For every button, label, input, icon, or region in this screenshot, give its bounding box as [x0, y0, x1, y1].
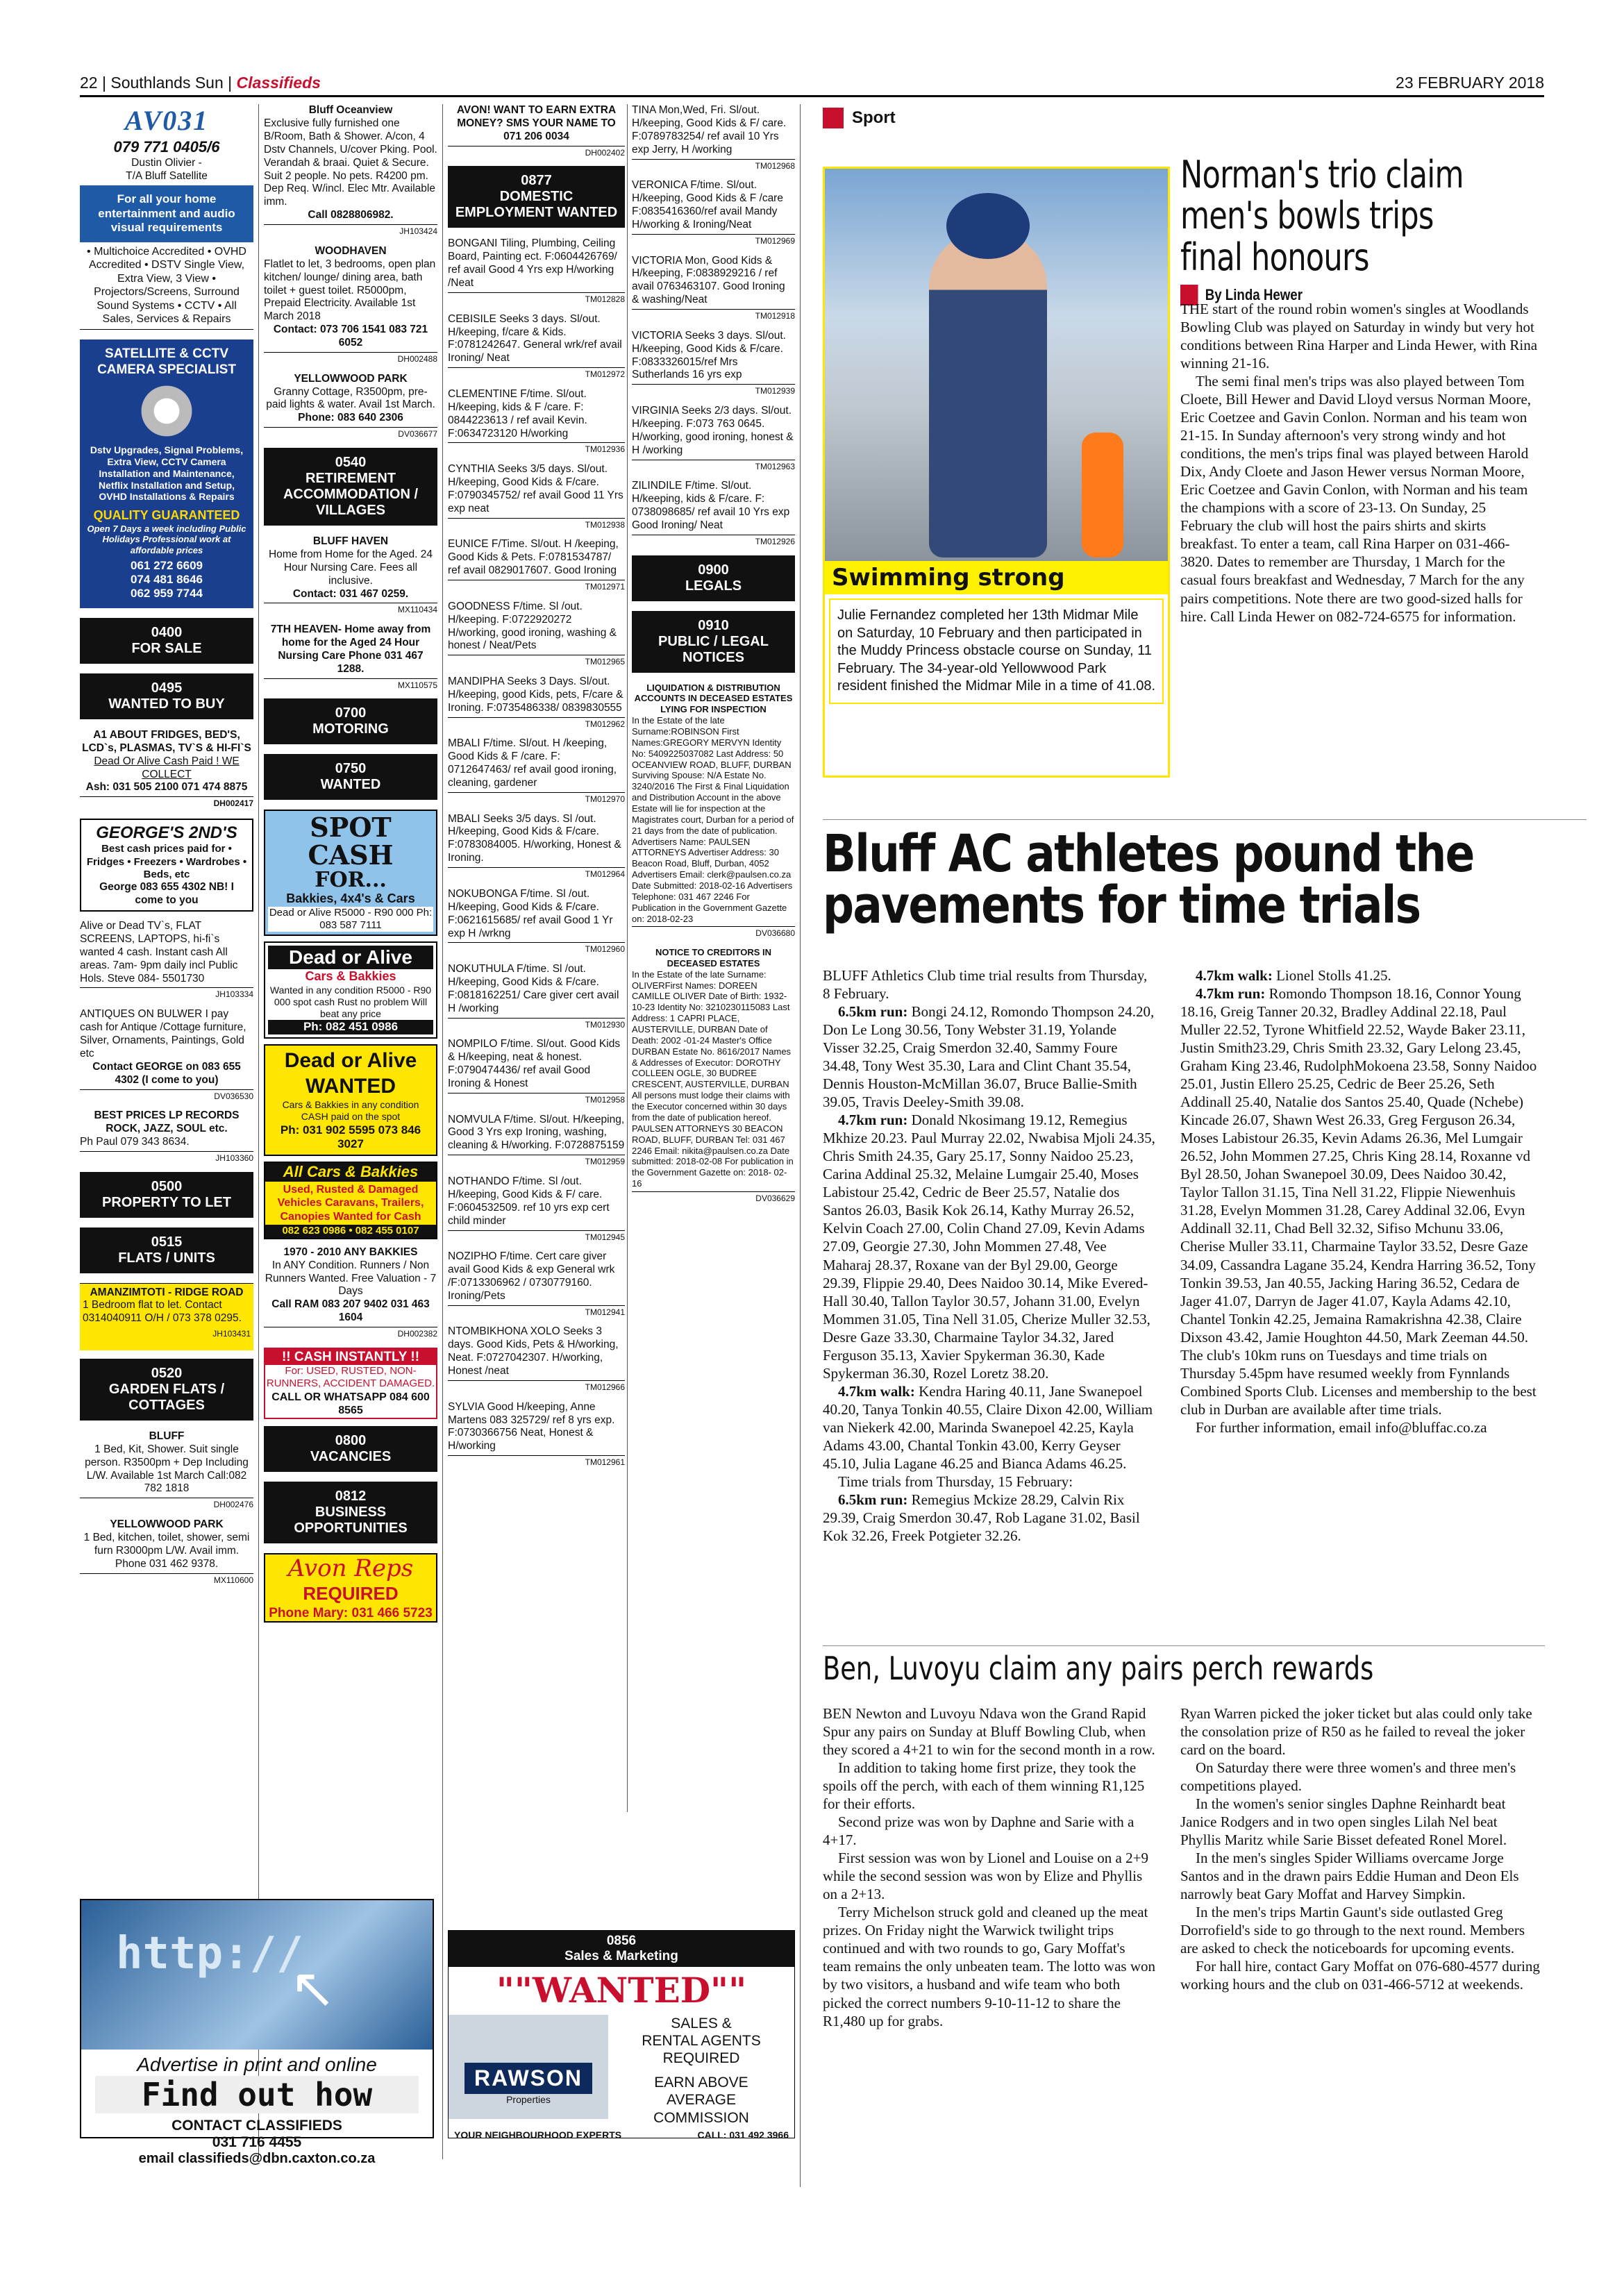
listing-item: [448, 313, 625, 380]
athletics-results: Romondo Thompson 18.16, Connor Young 18.16, Greig Tanner 20.32, Bradley Addinal 22.18, Paul Muller 22.52, Tyrone Whitfield 22.52, Wayde Baker 23.11, Justin Smith23.29, Chris Smith 23.32, Gary Lelong 23.45, Graham King 23.46, RudolphMokoena 23.58, Sonny Naidoo 25.01, Justin Ellero 25.25, Cedric de Beer 25.26, Seth Addinall 25.40, Natalie dos Santos 25.40, Quade (Nchebe) Kincade 26.07, Shawn West 26.33, Greg Ferguson 26.34, Moses Labistour 26.35, Kevin Adams 26.36, Mel Lumgair 26.52, John Mommen 27.25, Chris King 28.14, Roxanne vd Byl 28.50, Johan Swanepoel 30.09, Dees Naidoo 30.42, Taylor Tallon 31.15, Tina Nell 31.22, Flippie Niewenhuis 31.28, Evelyn Mommen 31.28, Carey Addinal 32.06, Evyn Addinall 32.11, Chad Bell 32.32, Sifiso Mchunu 33.06, Cherise Muller 33.11, Charmaine Taylor 33.52, Desre Gaze 34.09, Cassandra Lagane 35.24, Kendra Harring 36.52, Tony Tonkin 39.53, Jan 40.55, Jacking Haring 36.52, Cedara de Jager 41.07, Darryn de Jager 41.07, Kayla Adams 42.10, Chantel Tonkin 42.25, Jemaina Ramakrishna 42.38, Claire Dixson 43.42, Jamie Houghton 44.50, Mark Zeeman 44.50. The club's 10km runs on Tuesdays and time trials on Thursday 5.45pm have resumed weekly from Fynnlands Combined Sports Club. Licenses and membership to the best club in Durban are available after time trials.: [1180, 985, 1537, 1418]
listing-ref: TM012945: [448, 1230, 625, 1243]
doa1-phone: Ph: 082 451 0986: [268, 1020, 433, 1034]
athletics-label: 6.5km run:: [838, 1003, 908, 1021]
listing-item: [632, 179, 795, 246]
woodhaven-ad: [264, 245, 437, 364]
perch-col-1: [823, 1704, 1156, 2142]
classifieds-column-2: [264, 104, 437, 1895]
seventh-heaven-ad: [264, 623, 437, 690]
rawson-ad: [448, 1930, 795, 2138]
bowls-article: [1180, 154, 1569, 324]
doa2-title: Dead or Alive: [284, 1049, 417, 1073]
liq-title: LIQUIDATION & DISTRIBUTION ACCOUNTS IN DECEASED ESTATES LYING FOR INSPECTION: [634, 682, 793, 715]
athletics-label: 4.7km run:: [1196, 985, 1266, 1003]
george-body: Best cash prices paid for • Fridges • Freezers • Wardrobes • Beds, etc: [86, 843, 247, 880]
rawson-wanted: ""WANTED"": [496, 1969, 747, 2011]
cash-body: For: USED, RUSTED, NON-RUNNERS, ACCIDENT DAMAGED.: [266, 1364, 435, 1390]
avon-required: REQUIRED: [303, 1583, 399, 1604]
perch-paragraph: In the women's senior singles Daphne Reinhardt beat Janice Rodgers and in two open singles Lilah Nel beat Phyllis Maritz while Sarie Bisset defeated Ronel Morel.: [1180, 1795, 1507, 1849]
amanzi-body: 1 Bedroom flat to let. Contact 0314040911 O/H / 073 378 0295.: [83, 1299, 242, 1325]
heading-motoring-wanted: 0750 WANTED: [264, 754, 437, 800]
ywpark-title: YELLOWWOOD PARK: [294, 372, 408, 385]
rawson-logo: RAWSON: [464, 2063, 592, 2094]
yellowwood-ad: [80, 1518, 253, 1585]
listing-ref: TM012926: [632, 535, 795, 547]
listing-item: [448, 1325, 625, 1392]
avon-earn-body: AVON! WANT TO EARN EXTRA MONEY? SMS YOUR NAME TO 071 206 0034: [456, 104, 617, 142]
cred-body: In the Estate of the late Surname: OLIVERFirst Names: DOREEN CAMILLE OLIVER Date of Birth: 1932-10-23 Identity No: 3210230115083 Last Address: 1 CAPRI PLACE, AUSTERVILLE, DURBAN Date of Death: 2002 -01-24 Master's Office DURBAN Estate No. 8616/2017 Names & Addresses of Executor: DOROTHY COLLEEN OGLE, 30 BUDREE CRESCENT, AUSTERVILLE, DURBAN All persons must lodge their claims with the Executor concerned within 30 days from the date of publication hereof. PAULSEN ATTORNEYS 30 BEACON ROAD, BLUFF, DURBAN Tel: 031 467 2246 Email: nikita@paulsen.co.za Date submitted: 2018-02-08 For publication in the Government Gazette on: 2018- 02-16: [632, 969, 794, 1189]
photo-feature: [823, 167, 1170, 778]
heading-property-to-let: 0500 PROPERTY TO LET: [80, 1172, 253, 1218]
listing-ref: TM012958: [448, 1093, 625, 1105]
sport-label-text: Sport: [852, 108, 896, 127]
perch-paragraph: In addition to taking home first prize, they took the spoils off the perch, with each of them winning R1,125 for their efforts.: [823, 1759, 1145, 1813]
perch-head: [823, 1645, 1545, 1687]
oceanview-ad: [264, 104, 437, 237]
perch-paragraph: Ryan Warren picked the joker ticket but alas could only take the consolation prize of R50 as he failed to reveal the joker card on the board.: [1180, 1705, 1532, 1759]
cursor-icon: ↖: [290, 1957, 337, 2019]
column-divider: [442, 104, 443, 2159]
spot-title-3: FOR...: [315, 868, 387, 893]
avon-earn-ad: [448, 104, 625, 158]
athletics-head: [823, 819, 1587, 935]
listing-text: CYNTHIA Seeks 3/5 days. Sl/out. H/keeping, Good Kids & F/care. F:0790345752/ ref avail Good 11 Yrs exp neat: [448, 463, 623, 514]
listing-item: [448, 963, 625, 1030]
spot-title-1: SPOT: [310, 812, 392, 844]
heaven-ref: MX110575: [264, 678, 437, 691]
av-logo: AV031: [124, 105, 209, 136]
listing-item: [448, 1114, 625, 1167]
woodhaven-body: Flatlet to let, 3 bedrooms, open plan kitchen/ lounge/ dining area, bath toilet + guest toilet. R5000pm, Prepaid Electricity. Available 1st March 2018: [264, 258, 436, 323]
bluff-title: BLUFF: [149, 1430, 185, 1442]
rawson-logo-panel: [449, 2015, 608, 2119]
rawson-line-6: COMMISSION: [653, 2109, 749, 2126]
swimmer-figure: [929, 231, 1047, 558]
av-phone: 079 771 0405/6: [113, 137, 220, 156]
web-email: email classifieds@dbn.caxton.co.za: [138, 2151, 376, 2166]
web-tagline: Advertise in print and online: [137, 2054, 377, 2075]
listing-ref: TM012961: [448, 1455, 625, 1468]
web-find-out: Find out how: [95, 2076, 419, 2113]
photo-caption: Julie Fernandez completed her 13th Midmar Mile on Saturday, 10 February and then participated in the Muddy Princess obstacle course on Sunday, 11 February. The 34-year-old Yellowwood Park resident finished the Midmar Mile in a time of 41.08.: [829, 598, 1164, 704]
spot-subtitle: Bakkies, 4x4's & Cars: [286, 891, 415, 905]
alive-dead-ad: [80, 920, 253, 1000]
heading-motoring: 0700 MOTORING: [264, 698, 437, 744]
listing-item: [448, 676, 625, 729]
listing-text: NOTHANDO F/time. Sl /out. H/keeping, Good Kids & F/ care. F:0604532509. ref 10 yrs exp cert child minder: [448, 1175, 610, 1227]
oceanview-call: Call 0828806982.: [308, 209, 394, 221]
heading-flats-units: 0515 FLATS / UNITS: [80, 1227, 253, 1273]
listing-text: VICTORIA Seeks 3 days. Sl/out. H/keeping, Good Kids & F/care. F:0833326015/ref Mrs Sutherlands 16 yrs exp: [632, 329, 786, 381]
rawson-line-3: REQUIRED: [662, 2050, 740, 2067]
ywpark-body: Granny Cottage, R3500pm, pre-paid lights & water. Avail 1st March.: [266, 385, 435, 411]
listing-item: [448, 1175, 625, 1242]
av-satellite-ad: [80, 104, 253, 330]
spot-title-2: CASH: [308, 839, 394, 871]
antiques-ref: DV036530: [80, 1089, 253, 1102]
bluff-haven-ad: [264, 535, 437, 615]
page-header: [80, 69, 1544, 97]
avon-reps-ad: [264, 1553, 437, 1623]
athletics-intro: BLUFF Athletics Club time trial results from Thursday, 8 February.: [823, 967, 1148, 1003]
bestprices-title: BEST PRICES LP RECORDS ROCK, JAZZ, SOUL etc.: [94, 1109, 240, 1135]
allcars-title: All Cars & Bakkies: [265, 1163, 436, 1182]
listing-item: [632, 330, 795, 396]
listing-ref: TM012969: [632, 234, 795, 246]
any-body: In ANY Condition. Runners / Non Runners Wanted. Free Valuation - 7 Days: [265, 1259, 437, 1298]
george-title: GEORGE'S 2ND'S: [96, 823, 237, 842]
web-phone: 031 716 4455: [212, 2134, 302, 2150]
heading-vacancies: 0800 VACANCIES: [264, 1426, 437, 1472]
amanzi-title: AMANZIMTOTI - RIDGE ROAD: [90, 1286, 244, 1298]
issue-date: 23 FEBRUARY 2018: [1396, 74, 1544, 92]
classifieds-column-1: [80, 104, 253, 2159]
athletics-col-2: [1180, 966, 1541, 1633]
oceanview-ref: JH103424: [264, 224, 437, 237]
http-text-image: http://: [116, 1928, 303, 1979]
rawson-line-4: EARN ABOVE: [654, 2075, 748, 2091]
bowls-paragraph: THE start of the round robin women's singles at Woodlands Bowling Club was played on Saturday in windy but very hot conditions between Rina Harper and Linda Hewer, with Rina winning 21-16.: [1180, 301, 1538, 372]
bowls-byline-text: By Linda Hewer: [1205, 286, 1303, 304]
listing-text: MBALI Seeks 3/5 days. Sl /out. H/keeping, Good Kids & F/care. F:0783084005. H/working, Honest & Ironing.: [448, 812, 621, 864]
listing-ref: TM012964: [448, 867, 625, 880]
listing-ref: TM012938: [448, 518, 625, 530]
classifieds-column-4: [632, 104, 795, 1812]
heading-retirement: 0540 RETIREMENT ACCOMMODATION / VILLAGES: [264, 448, 437, 526]
heading-sales-marketing: 0856 Sales & Marketing: [449, 1931, 794, 1967]
antiques-contact: Contact GEORGE on 083 655 4302 (I come to you): [92, 1060, 241, 1086]
listing-text: MANDIPHA Seeks 3 Days. Sl/out. H/keeping, good Kids, pets, F/care & Ironing. F:0735486338/ 0839830555: [448, 675, 623, 714]
any-ref: DH002382: [264, 1327, 437, 1339]
listing-item: [448, 888, 625, 955]
george-phone: George 083 655 4302 NB! I come to you: [99, 881, 234, 907]
any-call: Call RAM 083 207 9402 031 463 1604: [271, 1298, 430, 1324]
bestprices-ref: JH103360: [80, 1151, 253, 1164]
satellite-dish-icon: [135, 383, 198, 439]
heading-legals: 0900 LEGALS: [632, 555, 795, 601]
athletics-results: Donald Nkosimang 19.12, Remegius Mkhize 20.23. Paul Murray 22.02, Nwabisa Mjoli 24.35, Chris Smith 24.35, Gary 25.17, Sonny Naidoo 25.23, Carina Addinal 25.32, Melaine Lumgair 25.40, Moses Labistour 25.42, Cedric de Beer 25.57, Natalie dos Santos 26.03, Basik Kok 26.14, Kathy Murray 26.52, Kelvin Coach 27.00, Colin Chand 27.09, Kevin Adams 27.09, Georgie 27.30, John Mommen 27.48, Vee Maharaj 28.37, Roxane van der Byl 29.00, George 29.39, Flippie 29.40, Dees Naidoo 30.14, Mike Evered-Hall 30.40, Tallon Taylor 30.57, Johann 31.00, Evelyn Mommen 31.05, Tina Nell 31.05, Cherize Muller 32.53, Desre Gaze 33.30, Charmaine Taylor 34.32, Jared Ferguson 35.13, Xavier Spykerman 36.30, Kade Spykerman 36.30, Rozel Loretz 38.20.: [823, 1112, 1155, 1382]
listing-ref: TM012965: [448, 655, 625, 667]
haven-body: Home from Home for the Aged. 24 Hour Nursing Care. Fees all inclusive.: [268, 548, 433, 587]
rawson-line-1: SALES &: [671, 2015, 732, 2031]
listing-item: [632, 405, 795, 471]
buoy: [1082, 433, 1123, 558]
listing-item: [632, 104, 795, 171]
listing-ref: TM012966: [448, 1380, 625, 1393]
page-number: 22: [80, 74, 98, 92]
allcars-body: Used, Rusted & Damaged Vehicles Caravans, Trailers, Canopies Wanted for Cash: [277, 1183, 424, 1223]
doa2-phone: Ph: 031 902 5595 073 846 3027: [280, 1123, 421, 1151]
listing-ref: TM012959: [448, 1155, 625, 1167]
heading-business-opportunities: 0812 BUSINESS OPPORTUNITIES: [264, 1482, 437, 1543]
antiques-ad: [80, 1008, 253, 1101]
sat-items: Dstv Upgrades, Signal Problems, Extra View, CCTV Camera Installation and Maintenance, Netflix Installation and Setup, OVHD Installations & Repairs: [90, 444, 244, 503]
doa1-title: Dead or Alive: [268, 946, 433, 969]
a1-collect: Dead Or Alive Cash Paid ! WE COLLECT: [94, 755, 240, 780]
swimmer-photo: [825, 169, 1168, 561]
listing-text: ZILINDILE F/time. Sl/out. H/keeping, kids & F/care. F: 0738098685/ ref avail 10 Yrs exp Good Ironing/ Neat: [632, 480, 790, 531]
listing-text: BONGANI Tiling, Plumbing, Ceiling Board, Painting ect. F:0604426769/ ref avail Good 4 Yrs exp H/working /Neat: [448, 237, 617, 290]
domestic-listing-list: [632, 104, 795, 547]
heading-for-sale: 0400 FOR SALE: [80, 618, 253, 664]
listing-ref: TM012963: [632, 460, 795, 472]
rawson-sub: Properties: [506, 2093, 551, 2105]
listing-ref: TM012936: [448, 442, 625, 455]
athletics-label: 4.7km walk:: [838, 1382, 915, 1400]
listing-item: [448, 237, 625, 304]
sat-quality: QUALITY GUARANTEED: [93, 508, 240, 523]
woodhaven-title: WOODHAVEN: [315, 244, 387, 257]
a1-phones: Ash: 031 505 2100 071 474 8875: [85, 781, 248, 794]
listing-item: [448, 1250, 625, 1317]
listing-text: VICTORIA Mon, Good Kids & H/keeping, F:0838929216 / ref avail 0763463107. Good Ironing & washing/Neat: [632, 254, 785, 306]
web-promo-ad: [80, 1899, 434, 2166]
sat-phone-3: 062 959 7744: [131, 587, 203, 601]
listing-item: [448, 1038, 625, 1105]
listing-item: [448, 538, 625, 592]
oceanview-body: Exclusive fully furnished one B/Room, Bath & Shower. A/con, 4 Dstv Channels, U/cover Pking. Pool. Verandah & braai. Quiet & Secure. Suit 2 people. No pets. R4200 pm. Dep Req. W/incl. Elec Mtr. Available imm.: [264, 117, 437, 208]
listing-text: CLEMENTINE F/time. Sl/out. H/keeping, kids & F /care. F: 0844223613 / ref avail Kevin. F:0634723120 H/working: [448, 387, 587, 439]
athletics-results: Kendra Haring 40.11, Jane Swanepoel 40.20, Tanya Tonkin 40.55, Claire Dixon 42.00, William van Niekerk 42.00, Marinda Swanepoel 42.25, Kayla Adams 43.00, Chantal Tonkin 43.00, Kerry Geyser 45.10, Julia Lagane 46.25 and Bianca Adams 46.25.: [823, 1382, 1153, 1472]
rawson-footer-right: CALL: 031 492 3966: [697, 2129, 789, 2140]
avon-title: Avon Reps: [287, 1554, 414, 1582]
yellowwood-ref: MX110600: [80, 1573, 253, 1586]
paper-name: Southlands Sun: [110, 74, 224, 92]
perch-paragraph: Second prize was won by Daphne and Sarie with a 4+17.: [823, 1813, 1135, 1849]
bluff-ref: DH002476: [80, 1498, 253, 1510]
listing-ref: TM012968: [632, 159, 795, 171]
cash-title: !! CASH INSTANTLY !!: [265, 1349, 436, 1365]
any-title: 1970 - 2010 ANY BAKKIES: [283, 1246, 418, 1258]
bestprices-phone: Ph Paul 079 343 8634.: [80, 1135, 190, 1148]
rawson-footer: [449, 2127, 794, 2143]
bluff-body: 1 Bed, Kit, Shower. Suit single person. R3500pm + Dep Including L/W. Available 1st March Call:082 782 1818: [85, 1443, 249, 1495]
listing-text: VIRGINIA Seeks 2/3 days. Sl/out. H/keeping. F:073 763 0645. H/working, good ironing, honest & H /working: [632, 405, 794, 456]
listing-text: NOZIPHO F/time. Cert care giver avail Good Kids & exp General wrk /F:0713306962 / 0730779160. Ironing/Pets: [448, 1250, 615, 1302]
heading-garden-flats: 0520 GARDEN FLATS / COTTAGES: [80, 1359, 253, 1421]
avon-earn-ref: DH002402: [448, 146, 625, 158]
perch-paragraph: Terry Michelson struck gold and cleaned up the meat prizes. On Friday night the Warwick twilight trips continued and with two rounds to go, Gary Moffat's team remains the only unbeaten team. The lotto was won by two visitors, a husband and wife team who both picked the correct numbers 9-10-11-12 to share the R1,480 up for grabs.: [823, 1904, 1155, 2029]
a1-fridges-ad: [80, 729, 253, 809]
listing-text: EUNICE F/Time. Sl/out. H /keeping, Good Kids & Pets. F:0781534787/ ref avail 0829017607. Good Ironing: [448, 538, 619, 577]
dead-alive-ad-2: [264, 1044, 437, 1156]
sat-title: SATELLITE & CCTV CAMERA SPECIALIST: [97, 346, 236, 377]
woodhaven-contact: Contact: 073 706 1541 083 721 6052: [273, 324, 428, 349]
liq-ref: DV036680: [632, 926, 795, 939]
perch-paragraph: First session was won by Lionel and Louise on a 2+9 while the second session was won by Elize and Phyllis on a 2+13.: [823, 1850, 1148, 1903]
rawson-footer-left: YOUR NEIGHBOURHOOD EXPERTS: [454, 2129, 622, 2140]
dead-alive-ad-1: [264, 941, 437, 1039]
rawson-line-5: AVERAGE: [667, 2092, 736, 2109]
listing-text: MBALI F/time. Sl/out. H /keeping, Good Kids & F /care. F: 0712647463/ ref avail good ironing, cleaning, gardener: [448, 737, 617, 789]
liq-body: In the Estate of the late Surname:ROBINSON First Names:GREGORY MERVYN Identity No: 5409225037082 Last Address: 50 OCEANVIEW ROAD, BLUFF, DURBAN Surviving Spouse: N/A Estate No. 3240/2016 The First & Final Liquidation and Distribution Account in the above Estate will lie for inspection at the Magistrates court, Durban for a period of 21 days from the date of publication. Advertisers Name: PAULSEN ATTORNEYS Advertiser Address: 30 Beacon Road, Bluff, Durban, 4052 Advertisers Email: clerk@paulsen.co.za Date Submitted: 2018-02-16 Advertisers Telephone: 031 467 2246 For Publication in the Government Gazette on: 2018-02-23: [632, 715, 794, 924]
listing-ref: TM012939: [632, 384, 795, 396]
browser-image: [81, 1900, 433, 2050]
athletics-footer: For further information, email info@bluffac.co.za: [1196, 1418, 1487, 1436]
a1-title: A1 ABOUT FRIDGES, BED'S, LCD`s, PLASMAS, TV`S & HI-FI`S: [82, 728, 251, 754]
listing-text: SYLVIA Good H/keeping, Anne Martens 083 325729/ ref 8 yrs exp. F:0730366756 Neat, Honest & H/working: [448, 1400, 615, 1452]
all-cars-ad: [264, 1162, 437, 1239]
av-company: T/A Bluff Satellite: [126, 169, 208, 182]
listing-text: NOKUBONGA F/time. Sl /out. H/keeping, Good Kids & F/care. F:0621615685/ ref avail Good 1 Yr exp H /wrkng: [448, 887, 613, 939]
perch-paragraph: In the men's trips Martin Gaunt's side outlasted Greg Dorrofield's side to go through to the next round. Members are asked to check the noticeboards for upcoming events.: [1180, 1904, 1525, 1957]
alive-body: Alive or Dead TV`s, FLAT SCREENS, LAPTOPS, hi-fi`s wanted 4 cash. Instant cash All areas. 7am- 9pm daily incl Public Hols. Steve 084- 5501730: [80, 919, 238, 984]
listing-item: [448, 463, 625, 530]
ywpark-ref: DV036677: [264, 427, 437, 439]
satellite-cctv-ad: [80, 340, 253, 608]
column-divider: [258, 104, 259, 2159]
sat-phone-2: 074 481 8646: [131, 573, 203, 587]
doa2-subtitle: WANTED: [305, 1074, 396, 1098]
heading-public-notices: 0910 PUBLIC / LEGAL NOTICES: [632, 611, 795, 673]
cash-instantly-ad: [264, 1348, 437, 1419]
listing-ref: TM012918: [632, 309, 795, 321]
doa2-body: Cars & Bakkies in any condition CASH paid on the spot: [282, 1099, 419, 1123]
georges-ad: [80, 819, 253, 912]
athletics-label: 4.7km walk:: [1196, 967, 1273, 984]
listing-item: [448, 601, 625, 667]
haven-contact: Contact: 031 467 0259.: [292, 587, 409, 600]
allcars-phone: 082 623 0986 • 082 455 0107: [265, 1225, 436, 1237]
sat-phone-1: 061 272 6609: [131, 558, 203, 572]
yellowwood-title: YELLOWWOOD PARK: [110, 1518, 224, 1531]
classifieds-column-3: [448, 104, 625, 1927]
domestic-listing-list: [448, 237, 625, 1468]
athletics-col-1: [823, 966, 1156, 1633]
bluff-ad: [80, 1430, 253, 1510]
athletics-results: Lionel Stolls 41.25.: [1272, 967, 1391, 984]
bowls-headline: Norman's trio claim men's bowls trips final honours: [1180, 153, 1464, 279]
cred-ref: DV036629: [632, 1191, 795, 1204]
listing-ref: TM012828: [448, 292, 625, 305]
oceanview-title: Bluff Oceanview: [308, 104, 393, 116]
listing-ref: TM012930: [448, 1018, 625, 1030]
cash-call: CALL OR WHATSAPP 084 600 8565: [271, 1391, 430, 1417]
yellowwood-granny-ad: [264, 373, 437, 439]
creditors-notice: [632, 947, 795, 1204]
woodhaven-ref: DH002488: [264, 352, 437, 364]
listing-text: NOMVULA F/time. Sl/out. H/keeping, Good 3 Yrs exp Ironing, washing, cleaning & H/working. F:0728875159: [448, 1113, 625, 1152]
antiques-body: ANTIQUES ON BULWER I pay cash for Antique /Cottage furniture, Silver, Ornaments, Paintings, Gold etc: [80, 1008, 246, 1059]
heaven-body: 7TH HEAVEN- Home away from home for the Aged 24 Hour Nursing Care Phone 031 467 1288.: [270, 623, 431, 675]
listing-text: TINA Mon,Wed, Fri. Sl/out. H/keeping, Good Kids & F/ care. F:0789783254/ ref avail 10 Yrs exp Jerry, H /working: [632, 104, 787, 156]
av-services-list: • Multichoice Accredited • OVHD Accredited • DSTV Single View, Extra View, 3 View • Projectors/Screens, Surround Sound Systems • CCTV • All Sales, Services & Repairs: [87, 245, 246, 326]
best-prices-ad: [80, 1109, 253, 1163]
photo-title: Swimming strong: [825, 561, 1168, 594]
av-slogan: For all your home entertainment and audio visual requirements: [80, 185, 253, 242]
ywpark-phone: Phone: 083 640 2306: [298, 412, 403, 424]
athletics-label: 4.7km run:: [838, 1112, 908, 1129]
alive-ref: JH103334: [80, 987, 253, 1000]
listing-ref: TM012970: [448, 792, 625, 805]
listing-item: [448, 388, 625, 455]
sat-open: Open 7 Days a week including Public Holidays Professional work at affordable prices: [87, 523, 246, 556]
athletics-subhead: Time trials from Thursday, 15 February:: [838, 1473, 1073, 1490]
listing-ref: TM012972: [448, 367, 625, 380]
liquidation-notice: [632, 682, 795, 939]
section-marker-icon: [823, 108, 844, 128]
amanzi-ref: JH103431: [212, 1329, 251, 1339]
listing-item: [632, 480, 795, 546]
header-left: 22 | Southlands Sun | Classifieds: [80, 74, 321, 92]
rawson-line-2: RENTAL AGENTS: [642, 2032, 761, 2049]
a1-ref: DH002417: [80, 796, 253, 809]
listing-text: VERONICA F/time. Sl/out. H/keeping, Good Kids & F /care F:0835416360/ref avail Mandy H/working & Ironing/Neat: [632, 179, 783, 231]
swim-cap: [946, 193, 1030, 259]
sport-label: [823, 108, 896, 128]
heading-domestic-employment: 0877 DOMESTIC EMPLOYMENT WANTED: [448, 166, 625, 228]
listing-ref: TM012971: [448, 580, 625, 592]
athletics-label: 6.5km run:: [838, 1491, 908, 1508]
spot-cash-ad: [264, 810, 437, 936]
athletics-results: Bongi 24.12, Romondo Thompson 24.20, Don Le Long 30.56, Tony Webster 31.19, Yolande Visser 32.25, Craig Smerdon 32.40, Sammy Foure 34.48, Tony West 35.30, Lara and Clint Chant 35.54, Dennis Houston-McMillan 36.07, Bruce Ballie-Smith 39.05, Travis Deeley-Smith 39.08.: [823, 1003, 1155, 1111]
listing-item: [448, 737, 625, 804]
listing-ref: TM012960: [448, 942, 625, 955]
athletics-results: Remegius Mckize 28.29, Calvin Rix 29.39, Craig Smerdon 30.47, Rob Lagane 31.02, Basil Kok 32.26, Freek Potgieter 32.26.: [823, 1491, 1140, 1544]
amanzimtoti-ad: [80, 1283, 253, 1350]
doa1-subtitle: Cars & Bakkies: [305, 969, 396, 984]
haven-ref: MX110434: [264, 603, 437, 615]
cred-title: NOTICE TO CREDITORS IN DECEASED ESTATES: [655, 947, 772, 969]
heading-wanted-to-buy: 0495 WANTED TO BUY: [80, 673, 253, 719]
bowls-paragraph: The semi final men's trips was also played between Tom Cloete, Bill Hewer and David Lloyd versus Norman Moore, Eric Coetzee and Gavin Conlon. Norman and his team won 21-15. In Sunday afternoon's very strong windy and hot conditions, the men's trips final was played between Harold Dix, Andy Cloete and Jason Hewer versus Norman Moore, Eric Coetzee and Gavin Conlon, with Norman and his team the champions with a score of 23-13. On Sunday, 25 February the club will host the pairs shirts and skirts breakfast. To enter a team, call Rina Harper on 031-466-3820. Dates to remember are Thursday, 1 March for the casual fours breakfast and Wednesday, 7 March for the any pairs competitions. Note there are two good-sized halls for hire. Call Linda Hewer on 082-724-6575 for information.: [1180, 373, 1532, 625]
av-contact: Dustin Olivier -: [131, 156, 202, 169]
listing-ref: TM012941: [448, 1305, 625, 1318]
column-divider: [800, 104, 801, 2187]
listing-text: NTOMBIKHONA XOLO Seeks 3 days. Good Kids, Pets & H/working, Neat. F:0727042307. H/working, Honest /neat: [448, 1325, 619, 1377]
bowls-body: [1180, 300, 1541, 626]
perch-paragraph: BEN Newton and Luvoyu Ndava won the Grand Rapid Spur any pairs on Sunday at Bluff Bowling Club, when they scored a 4+21 to win for the second month in a row.: [823, 1705, 1155, 1759]
listing-ref: TM012962: [448, 717, 625, 730]
yellowwood-body: 1 Bed, kitchen, toilet, shower, semi furn R3000pm L/W. Avail imm. Phone 031 462 9378.: [83, 1531, 250, 1570]
perch-headline: Ben, Luvoyu claim any pairs perch rewards: [823, 1650, 1374, 1687]
listing-text: GOODNESS F/time. Sl /out. H/keeping. F:0722920272 H/working, good ironing, washing & honest / Neat/Pets: [448, 600, 617, 652]
athletics-headline: Bluff AC athletes pound the pavements for time trials: [823, 824, 1474, 935]
listing-text: NOKUTHULA F/time. Sl /out. H/keeping, Good Kids & F/care. F:0818162251/ Care giver cert avail H /working: [448, 963, 619, 1014]
section-name: Classifieds: [236, 74, 321, 92]
doa1-body: Wanted in any condition R5000 - R90 000 spot cash Rust no problem Will beat any price: [269, 984, 432, 1020]
web-contact-label: CONTACT CLASSIFIEDS: [171, 2118, 342, 2134]
perch-col-2: [1180, 1704, 1541, 2142]
column-divider: [627, 104, 628, 1812]
haven-title: BLUFF HAVEN: [312, 535, 389, 547]
listing-text: CEBISILE Seeks 3 days. Sl/out. H/keeping, f/care & Kids. F:0781242647. General wrk/ref avail Ironing/ Neat: [448, 312, 622, 364]
perch-paragraph: On Saturday there were three women's and three men's competitions played.: [1180, 1759, 1516, 1795]
perch-paragraph: For hall hire, contact Gary Moffat on 076-680-4577 during working hours and the club on 031-466-5712 at weekends.: [1180, 1958, 1540, 1993]
perch-paragraph: In the men's singles Spider Williams overcame Jorge Santos and in the drawn pairs Eddie Human and Deon Els narrowly beat Gary Moffat and Harvey Simpkin.: [1180, 1850, 1519, 1903]
listing-item: [632, 255, 795, 321]
avon-phone: Phone Mary: 031 466 5723: [269, 1605, 433, 1620]
listing-item: [448, 1401, 625, 1468]
spot-body: Dead or Alive R5000 - R90 000 Ph: 083 587 7111: [269, 906, 433, 931]
listing-item: [448, 813, 625, 880]
listing-text: NOMPILO F/time. Sl/out. Good Kids & H/keeping, neat & honest. F:0790474436/ ref avail Good Ironing & Honest: [448, 1038, 621, 1089]
any-bakkies-ad: [264, 1246, 437, 1339]
